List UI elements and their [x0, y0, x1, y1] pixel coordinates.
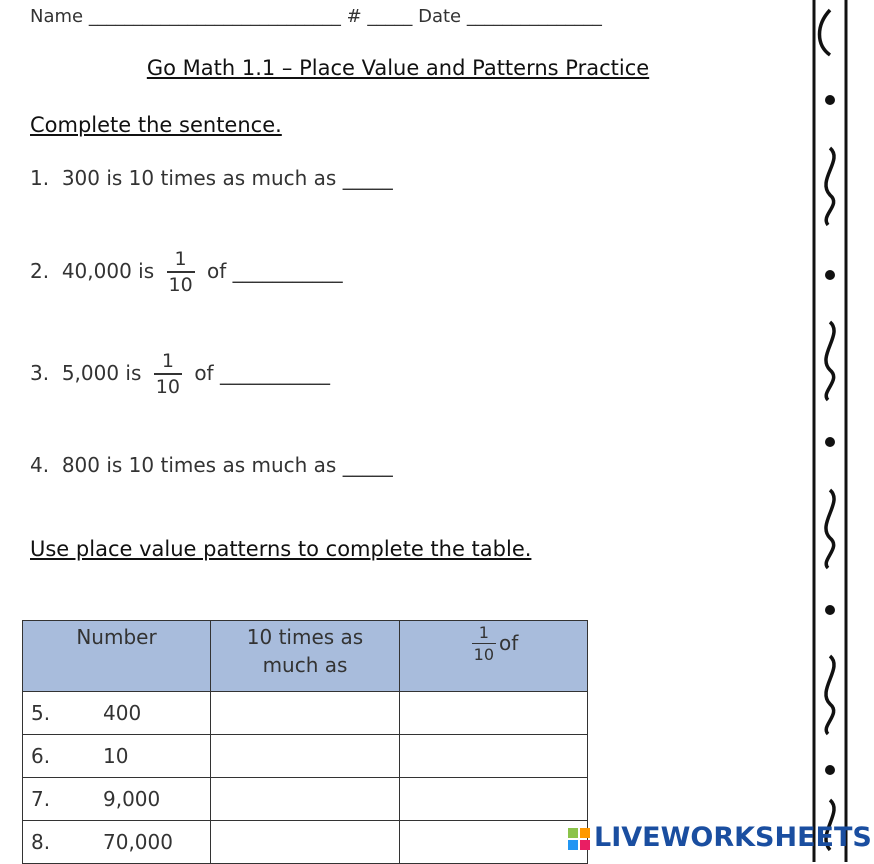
- answer-cell-ten-times[interactable]: [211, 821, 400, 864]
- table-row: [23, 778, 588, 821]
- decorative-page-border: [806, 0, 858, 862]
- row-label: 5.: [31, 701, 51, 725]
- answer-cell-ten-times[interactable]: [211, 692, 400, 735]
- fraction-one-tenth: [472, 625, 496, 663]
- fraction-numerator: 1: [161, 350, 174, 372]
- question-text-after: of ___________: [207, 259, 343, 283]
- table-row: [23, 821, 588, 864]
- row-number-cell: [23, 692, 211, 735]
- fraction-denominator: 10: [473, 645, 495, 664]
- row-number-cell: [23, 821, 211, 864]
- liveworksheets-brand[interactable]: LIVEWORKSHEETS: [594, 822, 872, 853]
- fraction-one-tenth: [167, 250, 195, 295]
- table-row: [23, 735, 588, 778]
- column-header-line: 10 times as: [246, 625, 364, 649]
- row-value: 10: [103, 744, 129, 768]
- row-label: 7.: [31, 787, 51, 811]
- liveworksheets-logo-icon: [568, 828, 590, 850]
- column-header-number: Number: [23, 621, 211, 692]
- question-2: [30, 250, 343, 295]
- question-text: 300 is 10 times as much as _____: [61, 166, 393, 190]
- place-value-table: [22, 620, 588, 864]
- question-3: [30, 352, 330, 397]
- table-row: [23, 692, 588, 735]
- section-heading-complete: Complete the sentence.: [30, 113, 282, 137]
- row-value: 9,000: [103, 787, 161, 811]
- row-number-cell: [23, 778, 211, 821]
- section-heading-table: Use place value patterns to complete the table.: [30, 537, 532, 561]
- row-label: 8.: [31, 830, 51, 854]
- fraction-one-tenth: [154, 352, 182, 397]
- fraction-denominator: 10: [154, 373, 182, 397]
- fraction-numerator: 1: [478, 623, 489, 642]
- question-number: 1.: [30, 166, 50, 190]
- question-text-before: 5,000 is: [61, 361, 142, 385]
- question-text-before: 40,000 is: [61, 259, 155, 283]
- answer-cell-ten-times[interactable]: [211, 735, 400, 778]
- table-header-row: [23, 621, 588, 692]
- fraction-denominator: 10: [167, 271, 195, 295]
- row-label: 6.: [31, 744, 51, 768]
- row-value: 70,000: [103, 830, 173, 854]
- answer-cell-one-tenth[interactable]: [400, 692, 588, 735]
- question-number: 2.: [30, 259, 50, 283]
- answer-cell-ten-times[interactable]: [211, 778, 400, 821]
- name-label: Name ____________________________: [30, 6, 341, 27]
- date-label: Date _______________: [418, 6, 602, 27]
- fraction-numerator: 1: [174, 248, 187, 270]
- column-header-ten-times: [211, 621, 400, 692]
- question-text: 800 is 10 times as much as _____: [61, 453, 393, 477]
- column-header-line: much as: [262, 653, 348, 677]
- row-number-cell: [23, 735, 211, 778]
- question-number: 4.: [30, 453, 50, 477]
- question-text-after: of ___________: [194, 361, 330, 385]
- row-value: 400: [103, 701, 142, 725]
- number-label: # _____: [346, 6, 413, 27]
- page-title: Go Math 1.1 – Place Value and Patterns Practice: [146, 56, 650, 80]
- answer-cell-one-tenth[interactable]: [400, 778, 588, 821]
- question-4: [30, 453, 393, 477]
- name-number-date-line: [30, 6, 602, 27]
- question-1: [30, 166, 393, 190]
- question-number: 3.: [30, 361, 50, 385]
- column-header-of: of: [499, 631, 519, 655]
- answer-cell-one-tenth[interactable]: [400, 821, 588, 864]
- column-header-one-tenth: [400, 621, 588, 692]
- answer-cell-one-tenth[interactable]: [400, 735, 588, 778]
